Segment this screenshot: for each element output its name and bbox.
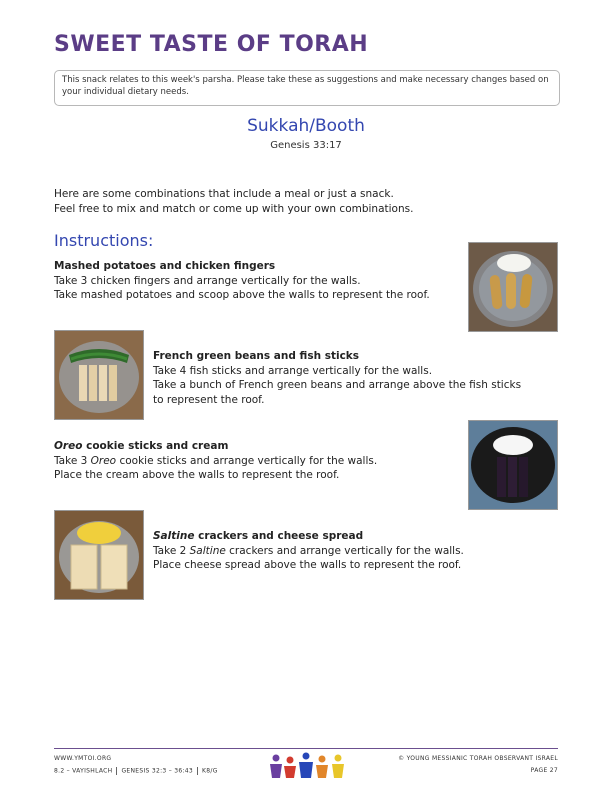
- footer-divider: [54, 748, 558, 749]
- snack-2-photo: [54, 330, 144, 420]
- oreo-sticks-cream-image: [469, 421, 557, 509]
- dietary-note: This snack relates to this week's parsha. Please take these as suggestions and make necessary changes based on your individual dietary needs.: [54, 70, 560, 106]
- snack-3-line-1-post: cookie sticks and arrange vertically for the walls.: [116, 454, 378, 467]
- snack-2-text: [153, 349, 521, 407]
- footer-parsha-info: [54, 767, 218, 775]
- snack-4-line-2: Place cheese spread above the walls to represent the roof.: [153, 559, 462, 571]
- snack-4-line-1-pre: Take 2: [153, 544, 190, 557]
- footer-verses: GENESIS 32:3 – 36:43: [121, 767, 194, 775]
- snack-4-heading: [153, 529, 464, 544]
- footer-website[interactable]: WWW.YMTOI.ORG: [54, 755, 112, 762]
- ymtoi-logo: [268, 752, 348, 784]
- snack-4-line-1: [153, 544, 464, 559]
- footer-separator: [197, 767, 198, 775]
- instructions-heading: Instructions:: [54, 231, 154, 250]
- snack-4-photo: [54, 510, 144, 600]
- snack-3-heading-brand: Oreo: [54, 440, 83, 452]
- fish-sticks-green-beans-image: [55, 331, 143, 419]
- snack-3-line-2: Place the cream above the walls to represent the roof.: [54, 469, 340, 481]
- logo-figure-yellow: [332, 755, 344, 779]
- snack-1-photo: [468, 242, 558, 332]
- snack-1-heading: Mashed potatoes and chicken fingers: [54, 260, 276, 272]
- footer-grades: K8/G: [202, 767, 218, 775]
- snack-2-line-3: to represent the roof.: [153, 393, 265, 406]
- figures-logo-icon: [268, 752, 348, 780]
- snack-3-heading: [54, 439, 377, 454]
- intro-line-2: Feel free to mix and match or come up with your own combinations.: [54, 203, 414, 215]
- logo-figure-purple: [270, 755, 282, 779]
- snack-1-line-1: Take 3 chicken fingers and arrange vertically for the walls.: [54, 274, 361, 287]
- snack-3-line-1-brand: Oreo: [90, 454, 117, 467]
- saltine-crackers-cheese-image: [55, 511, 143, 599]
- snack-2-line-1: Take 4 fish sticks and arrange vertically for the walls.: [153, 364, 433, 377]
- snack-4-line-1-post: crackers and arrange vertically for the walls.: [225, 544, 464, 557]
- snack-4-heading-brand: Saltine: [153, 530, 195, 542]
- page-title: SWEET TASTE OF TORAH: [54, 32, 369, 57]
- snack-2-heading: French green beans and fish sticks: [153, 350, 360, 362]
- chicken-fingers-potatoes-image: [469, 243, 557, 331]
- snack-3-text: [54, 439, 377, 483]
- snack-1-line-2: Take mashed potatoes and scoop above the walls to represent the roof.: [54, 289, 430, 301]
- logo-figure-red: [284, 757, 296, 779]
- snack-4-text: [153, 529, 464, 573]
- snack-3-line-1-pre: Take 3: [54, 454, 91, 467]
- footer-separator: [116, 767, 117, 775]
- snack-2-line-2: Take a bunch of French green beans and arrange above the fish sticks: [153, 379, 522, 391]
- snack-1-text: [54, 259, 430, 303]
- footer-parsha: 8.2 – VAYISHLACH: [54, 767, 113, 775]
- snack-3-photo: [468, 420, 558, 510]
- footer-page-number: PAGE 27: [530, 767, 558, 774]
- snack-3-heading-rest: cookie sticks and cream: [82, 440, 229, 452]
- logo-figure-orange: [316, 756, 328, 779]
- section-title: Sukkah/Booth: [247, 116, 365, 136]
- footer-copyright: © YOUNG MESSIANIC TORAH OBSERVANT ISRAEL: [398, 755, 558, 762]
- intro-line-1: Here are some combinations that include a meal or just a snack.: [54, 188, 394, 200]
- section-reference: Genesis 33:17: [270, 140, 342, 151]
- snack-4-line-1-brand: Saltine: [189, 544, 226, 557]
- snack-4-heading-rest: crackers and cheese spread: [194, 530, 364, 542]
- snack-3-line-1: [54, 454, 377, 469]
- logo-figure-blue: [299, 753, 313, 779]
